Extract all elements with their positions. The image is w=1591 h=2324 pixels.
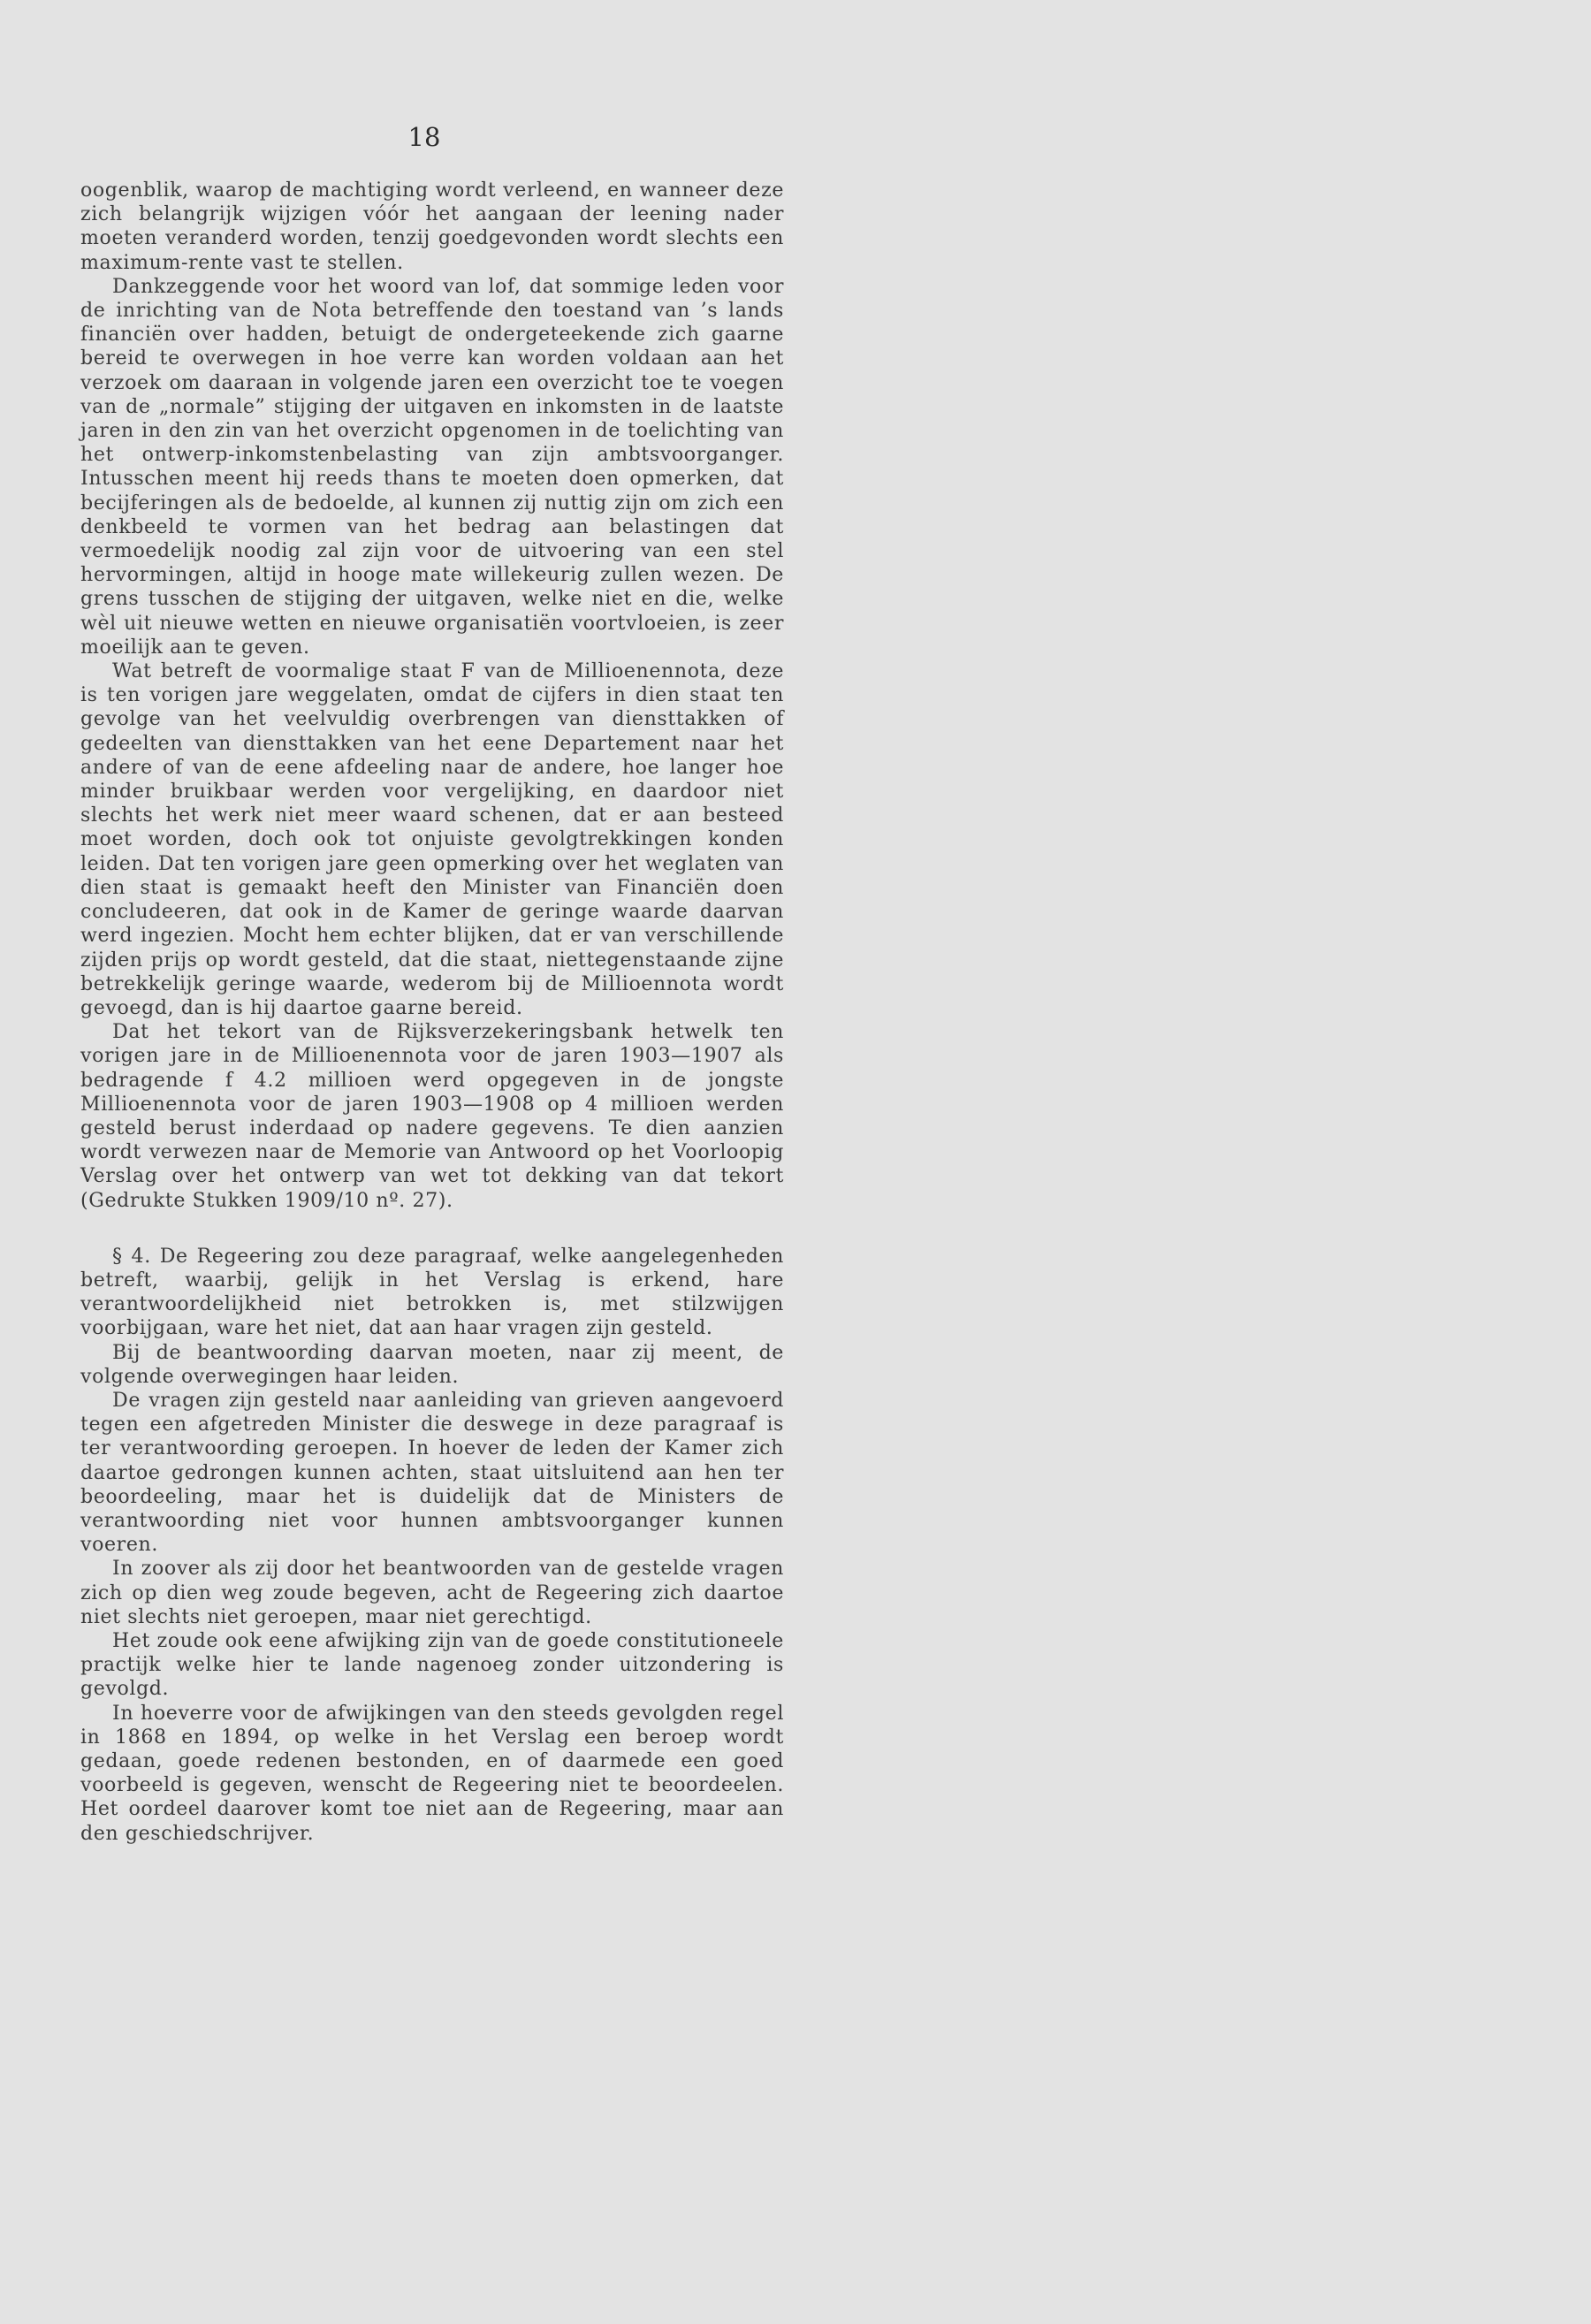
paragraph: Dankzeggende voor het woord van lof, dat sommige leden voor de inrichting van de Nota betreffende den toestand van ’s lands financiën over hadden, betuigt de ondergeteekende zich gaarne bereid te overwegen in hoe verre kan worden voldaan aan het verzoek om daaraan in volgende jaren een overzicht toe te voegen van de „normale” stijging der uitgaven en inkomsten in de laatste jaren in den zin van het overzicht opgenomen in de toelichting van het ontwerp-inkomstenbelasting van zijn ambtsvoorganger. Intusschen meent hij reeds thans te moeten doen opmerken, dat becijferingen als de bedoelde, al kunnen zij nuttig zijn om zich een denkbeeld te vormen van het bedrag aan belastingen dat vermoedelijk noodig zal zijn voor de uitvoering van een stel hervormingen, altijd in hooge mate willekeurig zullen wezen. De grens tusschen de stijging der uitgaven, welke niet en die, welke wèl uit nieuwe wetten en nieuwe organisatiën voortvloeien, is zeer moeilijk aan te geven. — [80, 274, 784, 659]
section-paragraph: § 4. De Regeering zou deze paragraaf, welke aangelegenheden betreft, waarbij, gelijk in het Verslag is erkend, hare verantwoordelijkheid niet betrokken is, met stilzwijgen voorbijgaan, ware het niet, dat aan haar vragen zijn gesteld. — [80, 1244, 784, 1340]
paragraph: De vragen zijn gesteld naar aanleiding van grieven aangevoerd tegen een afgetreden Minister die deswege in deze paragraaf is ter verantwoording geroepen. In hoever de leden der Kamer zich daartoe gedrongen kunnen achten, staat uitsluitend aan hen ter beoordeeling, maar het is duidelijk dat de Ministers de verantwoording niet voor hunnen ambtsvoorganger kunnen voeren. — [80, 1388, 784, 1557]
paragraph: Bij de beantwoording daarvan moeten, naar zij meent, de volgende overwegingen haar leiden. — [80, 1340, 784, 1388]
paragraph: Wat betreft de voormalige staat F van de Millioenennota, deze is ten vorigen jare weggelaten, omdat de cijfers in dien staat ten gevolge van het veelvuldig overbrengen van diensttakken of gedeelten van diensttakken van het eene Departement naar het andere of van de eene afdeeling naar de andere, hoe langer hoe minder bruikbaar werden voor vergelijking, en daardoor niet slechts het werk niet meer waard schenen, dat er aan besteed moet worden, doch ook tot onjuiste gevolgtrekkingen konden leiden. Dat ten vorigen jare geen opmerking over het weglaten van dien staat is gemaakt heeft den Minister van Financiën doen concludeeren, dat ook in de Kamer de geringe waarde daarvan werd ingezien. Mocht hem echter blijken, dat er van verschillende zijden prijs op wordt gesteld, dat die staat, niettegenstaande zijne betrekkelijk geringe waarde, wederom bij de Millioennota wordt gevoegd, dan is hij daartoe gaarne bereid. — [80, 659, 784, 1019]
paragraph: oogenblik, waarop de machtiging wordt verleend, en wanneer deze zich belangrijk wijzigen vóór het aangaan der leening nader moeten veranderd worden, tenzij goedgevonden wordt slechts een maximum-rente vast te stellen. — [80, 179, 784, 274]
text-column — [80, 179, 784, 1846]
page-number: 18 — [407, 122, 441, 152]
paragraph: In hoeverre voor de afwijkingen van den steeds gevolgden regel in 1868 en 1894, op welke in het Verslag een beroep wordt gedaan, goede redenen bestonden, en of daarmede een goed voorbeeld is gegeven, wenscht de Regeering niet te beoordeelen. Het oordeel daarover komt toe niet aan de Regeering, maar aan den geschiedschrijver. — [80, 1701, 784, 1845]
paragraph: Dat het tekort van de Rijksverzekeringsbank hetwelk ten vorigen jare in de Millioenennota voor de jaren 1903—1907 als bedragende f 4.2 millioen werd opgegeven in de jongste Millioenennota voor de jaren 1903—1908 op 4 millioen werden gesteld berust inderdaad op nadere gegevens. Te dien aanzien wordt verwezen naar de Memorie van Antwoord op het Voorloopig Verslag over het ontwerp van wet tot dekking van dat tekort (Gedrukte Stukken 1909/10 nº. 27). — [80, 1020, 784, 1212]
paragraph: Het zoude ook eene afwijking zijn van de goede constitutioneele practijk welke hier te lande nagenoeg zonder uitzondering is gevolgd. — [80, 1628, 784, 1701]
paragraph: In zoover als zij door het beantwoorden van de gestelde vragen zich op dien weg zoude begeven, acht de Regeering zich daartoe niet slechts niet geroepen, maar niet gerechtigd. — [80, 1557, 784, 1628]
